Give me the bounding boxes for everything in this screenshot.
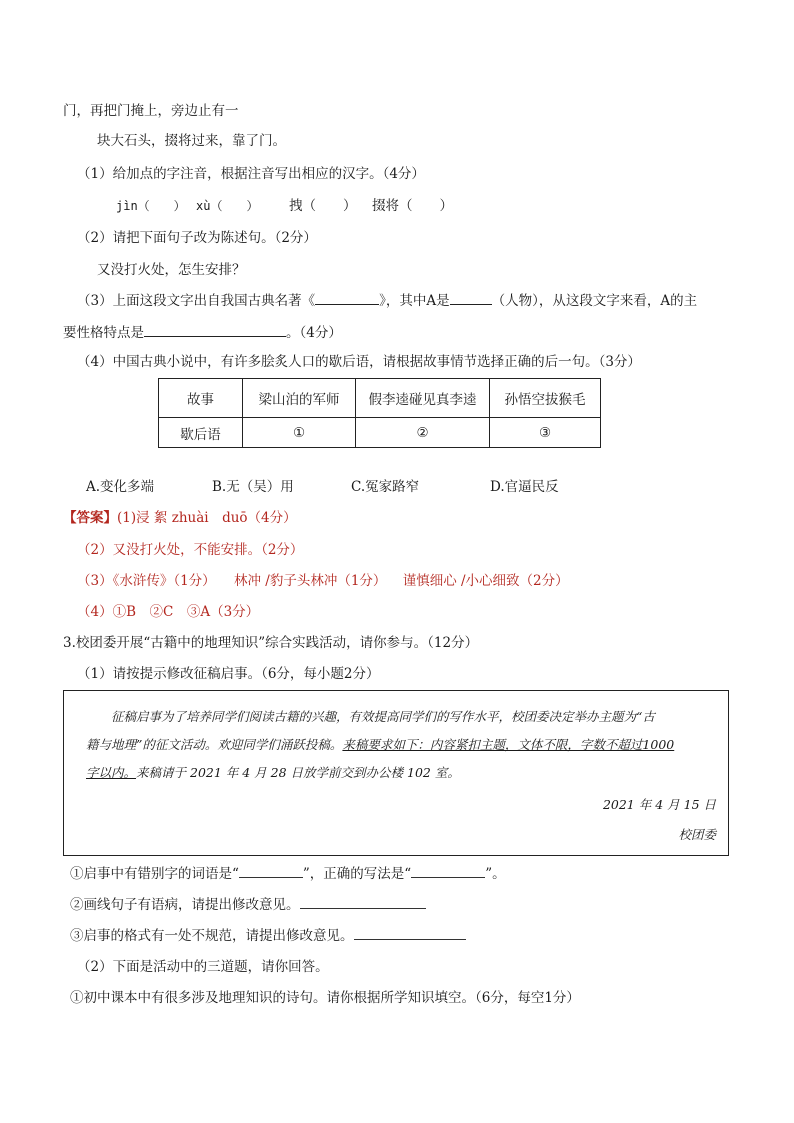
answer-3-person: 林冲 /豹子头林冲（1分） [233, 573, 387, 589]
table-cell: ② [356, 418, 490, 448]
notice-underlined-sentence-a: 来稿要求如下：内容紧扣主题，文体不限，字数不超过1000 [342, 737, 675, 752]
notice-line-2-plain: 籍与地理”的征文活动。欢迎同学们涌跃投稿。 [86, 737, 343, 752]
section-3-sub-1: （1）请按提示修改征稿启事。（6分，每小题2分） [77, 666, 380, 682]
table-cell: 孙悟空拔猴毛 [490, 379, 601, 418]
s3-q3-text: ③启事的格式有一处不规范，请提出修改意见。 [70, 928, 354, 944]
s3-q2-text: ②画线句子有语病，请提出修改意见。 [70, 897, 300, 913]
answer-4: （4）①B ②C ③A（3分） [77, 604, 260, 620]
s3-q1-text-a: ①启事中有错别字的词语是“ [70, 866, 239, 882]
section-3-q2 [70, 895, 426, 915]
xiehouyu-table [158, 378, 601, 448]
table-cell: ③ [490, 418, 601, 448]
answer-3-trait: 谨慎细心 /小心细致（2分） [402, 573, 569, 589]
section-3-q3 [70, 926, 466, 946]
q4-option-a: A.变化多端 [86, 479, 155, 495]
answer-line-1 [63, 508, 297, 528]
q3-blank-person[interactable] [450, 290, 492, 305]
q4-option-c: C.冤家路窄 [351, 479, 420, 495]
q4-option-d: D.官逼民反 [490, 479, 559, 495]
q1-item-xu: xù（ ） [196, 199, 259, 213]
notice-line-2 [86, 732, 714, 757]
section-3-sub-2-q1: ①初中课本中有很多涉及地理知识的诗句。请你根据所学知识填空。（6分，每空1分） [70, 990, 580, 1006]
q1-item-jin: jìn（ ） [116, 199, 186, 213]
q1-item-duojiang: 掇将（ ） [372, 198, 453, 214]
s3-q2-blank[interactable] [300, 895, 426, 909]
question-1-prompt: （1）给加点的字注音，根据注音写出相应的汉字。（4分） [77, 166, 425, 182]
table-cell: 歇后语 [159, 418, 243, 448]
table-cell: 梁山泊的军师 [243, 379, 356, 418]
section-3-title: 3.校团委开展“古籍中的地理知识”综合实践活动，请你参与。（12分） [63, 635, 479, 651]
s3-q3-blank[interactable] [354, 926, 466, 940]
s3-q1-text-c: ”。 [485, 866, 506, 882]
question-3-line-1 [77, 290, 697, 311]
notice-date: 2021 年 4 月 15 日 [602, 797, 716, 812]
s3-q1-text-b: ”，正确的写法是“ [302, 866, 412, 882]
q4-option-b: B.无（吴）用 [212, 479, 294, 495]
call-for-papers-notice [63, 690, 729, 856]
s3-q1-blank-wrong[interactable] [239, 864, 303, 878]
question-3-line-2 [63, 322, 342, 343]
q3-text-d: 要性格特点是 [63, 325, 144, 341]
s3-q1-blank-correct[interactable] [411, 864, 485, 878]
notice-line-3-plain: 来稿请于 2021 年 4 月 28 日放学前交到办公楼 102 室。 [136, 765, 460, 780]
q1-item-zhuai: 拽（ ） [289, 198, 357, 214]
passage-line-2: 块大石头，掇将过来，靠了门。 [97, 133, 286, 149]
notice-signature: 校团委 [678, 827, 716, 842]
table-cell: 故事 [159, 379, 243, 418]
question-2-sentence: 又没打火处，怎生安排？ [97, 262, 246, 278]
answer-tag: 【答案】 [63, 510, 117, 526]
notice-underlined-sentence-b: 字以内。 [86, 765, 137, 780]
answer-line-3 [77, 571, 569, 591]
q3-blank-trait[interactable] [144, 322, 286, 337]
section-3-q1 [70, 864, 506, 884]
question-2-prompt: （2）请把下面句子改为陈述句。（2分） [77, 230, 317, 246]
q3-text-a: （3）上面这段文字出自我国古典名著《 [77, 293, 316, 309]
notice-line-3 [86, 760, 714, 785]
q3-text-b: 》，其中A是 [379, 293, 450, 309]
q3-text-e: 。（4分） [286, 325, 342, 341]
q3-text-c: （人物），从这段文字来看，A的主 [491, 293, 698, 309]
passage-line-1: 门，再把门掩上，旁边止有一 [63, 103, 239, 119]
notice-line-1: 征稿启事为了培养同学们阅读古籍的兴趣，有效提高同学们的写作水平，校团委决定举办主题为“古 [111, 709, 655, 724]
question-4-prompt: （4）中国古典小说中，有许多脍炙人口的歇后语，请根据故事情节选择正确的后一句。（3分） [77, 354, 641, 370]
answer-1: (1)浸 絮 zhuài duō（4分） [117, 510, 297, 526]
section-3-sub-2: （2）下面是活动中的三道题，请你回答。 [77, 959, 329, 975]
answer-3-book: （3）《水浒传》（1分） [77, 573, 216, 589]
q3-blank-book[interactable] [315, 290, 379, 305]
answer-2: （2）又没打火处，不能安排。（2分） [77, 542, 304, 558]
table-cell: 假李逵碰见真李逵 [356, 379, 490, 418]
table-cell: ① [243, 418, 356, 448]
